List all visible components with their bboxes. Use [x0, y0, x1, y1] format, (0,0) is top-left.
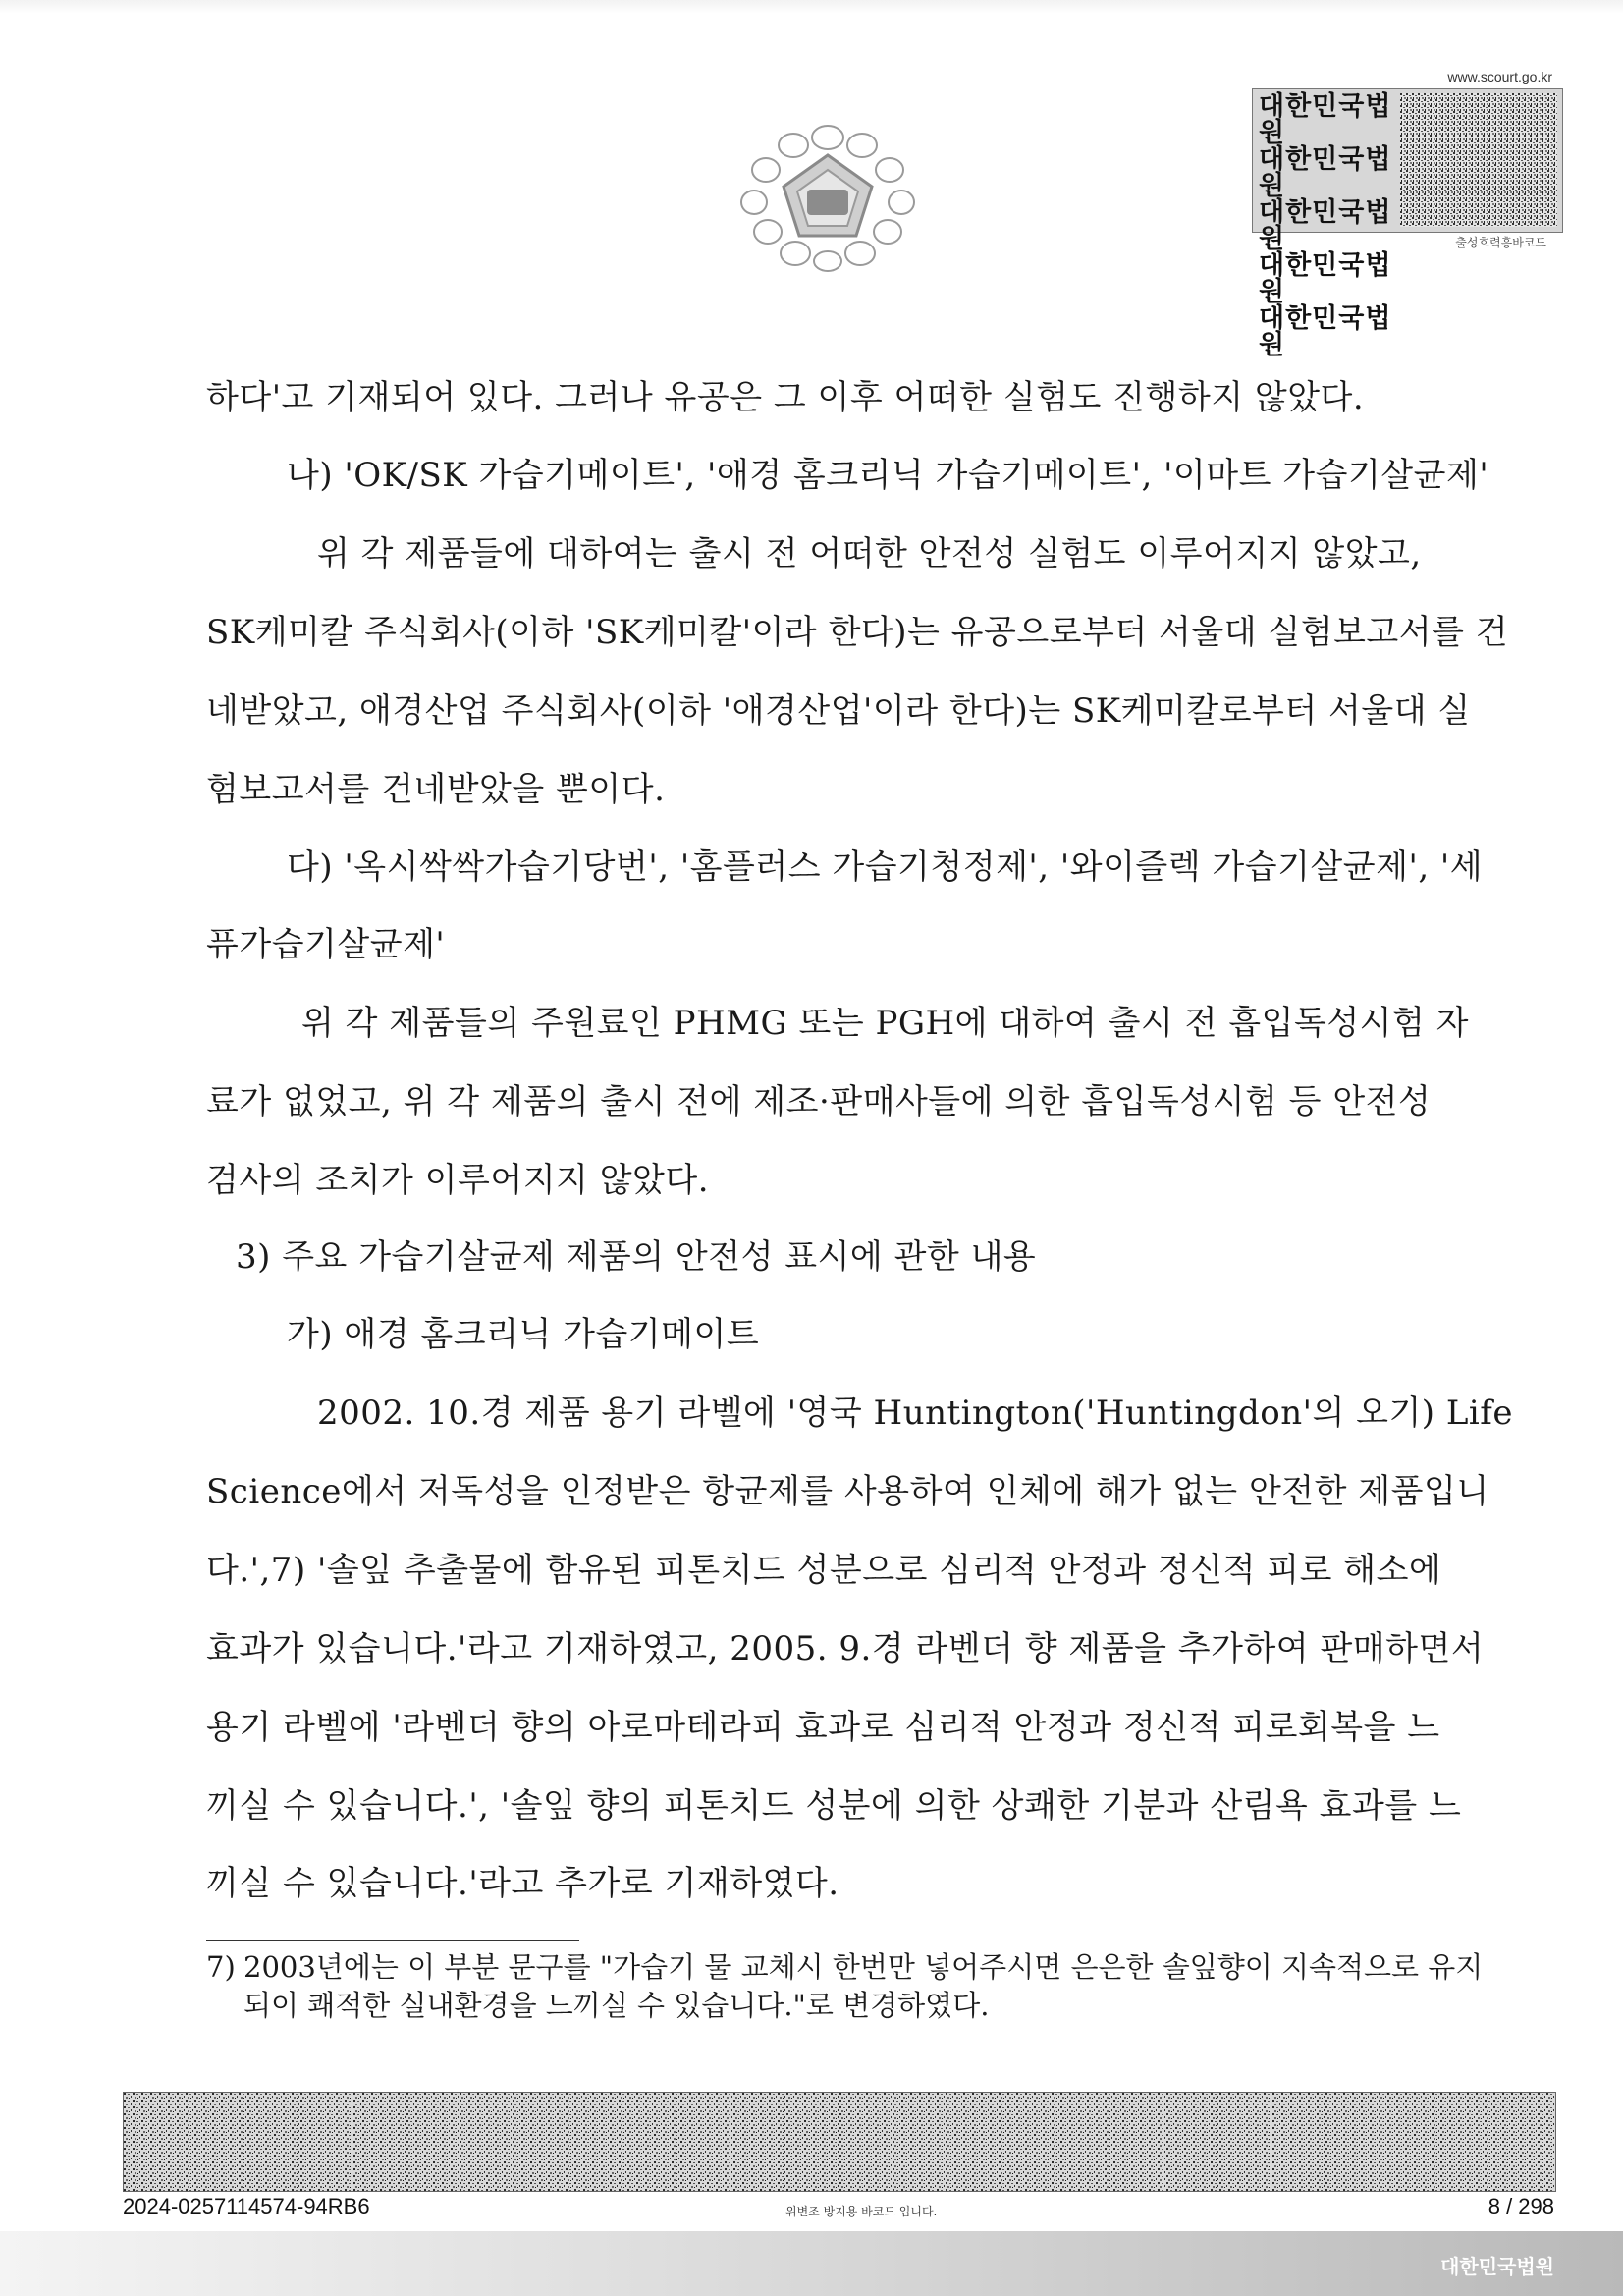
body-line: 끼실 수 있습니다.'라고 추가로 기재하였다. — [206, 1864, 839, 1903]
top-scan-strip — [0, 0, 1623, 14]
court-url: www.scourt.go.kr — [1447, 69, 1552, 84]
stamp-2d-barcode — [1400, 93, 1557, 227]
section-heading-3: 3) 주요 가습기살균제 제품의 안전성 표시에 관한 내용 — [236, 1237, 1037, 1277]
body-line: SK케미칼 주식회사(이하 'SK케미칼'이라 한다)는 유공으로부터 서울대 실험보고서를 건 — [206, 613, 1509, 652]
forgery-note: 위변조 방지용 바코드 입니다. — [785, 2205, 938, 2218]
footnote-number: 7) — [206, 1950, 236, 1984]
body-line: 퓨가습기살균제' — [206, 925, 446, 964]
court-watermark-mark: 대한민국법원 — [1440, 2255, 1554, 2278]
stamp-court-name-repeated: 대한민국법원 대한민국법원 대한민국법원 대한민국법원 대한민국법원 — [1259, 91, 1392, 360]
footer-band — [0, 2231, 1623, 2296]
section-heading-da: 다) '옥시싹싹가습기당번', '홈플러스 가습기청정제', '와이즐렉 가습기살균제', '세 — [287, 847, 1484, 887]
page-number: 8 / 298 — [1488, 2194, 1554, 2218]
body-line: 위 각 제품들의 주원료인 PHMG 또는 PGH에 대하여 출시 전 흡입독성시험 자 — [301, 1004, 1470, 1043]
body-line: Science에서 저독성을 인정받은 항균제를 사용하여 인체에 해가 없는 안전한 제품입니 — [206, 1472, 1489, 1511]
court-emblem-logo — [734, 116, 921, 273]
body-line: 검사의 조치가 이루어지지 않았다. — [206, 1161, 710, 1200]
body-line: 료가 없었고, 위 각 제품의 출시 전에 제조·판매사들에 의한 흡입독성시험 등 안전성 — [206, 1082, 1432, 1121]
section-heading-na: 나) 'OK/SK 가습기메이트', '애경 홈크리닉 가습기메이트', '이마트 가습기살균제' — [287, 456, 1489, 495]
footnote-text-line: 되이 쾌적한 실내환경을 느끼실 수 있습니다."로 변경하였다. — [243, 1989, 990, 2022]
body-line: 2002. 10.경 제품 용기 라벨에 '영국 Huntington('Huntingdon'의 오기) Life — [317, 1394, 1514, 1433]
body-line: 다.',7) '솔잎 추출물에 함유된 피톤치드 성분으로 심리적 안정과 정신적 피로 해소에 — [206, 1551, 1442, 1590]
section-heading-ga: 가) 애경 홈크리닉 가습기메이트 — [287, 1315, 760, 1354]
body-line: 험보고서를 건네받았을 뿐이다. — [206, 770, 666, 809]
body-line: 하다'고 기재되어 있다. 그러나 유공은 그 이후 어떠한 실험도 진행하지 않았다. — [206, 378, 1365, 417]
footnote-text-line: 2003년에는 이 부분 문구를 "가습기 물 교체시 한번만 넣어주시면 은은한 솔잎향이 지속적으로 유지 — [243, 1950, 1484, 1984]
stamp-caption: 출성흐력흥바코드 — [1455, 236, 1546, 249]
anti-forgery-barcode — [123, 2092, 1556, 2192]
body-line: 위 각 제품들에 대하여는 출시 전 어떠한 안전성 실험도 이루어지지 않았고, — [317, 534, 1422, 574]
body-line: 효과가 있습니다.'라고 기재하였고, 2005. 9.경 라벤더 향 제품을 추가하여 판매하면서 — [206, 1629, 1485, 1668]
body-line: 끼실 수 있습니다.', '솔잎 향의 피톤치드 성분에 의한 상쾌한 기분과 산림욕 효과를 느 — [206, 1786, 1462, 1826]
body-line: 용기 라벨에 '라벤더 향의 아로마테라피 효과로 심리적 안정과 정신적 피로회복을 느 — [206, 1708, 1440, 1747]
document-id: 2024-0257114574-94RB6 — [123, 2194, 370, 2218]
footnote-separator — [206, 1940, 579, 1941]
body-line: 네받았고, 애경산업 주식회사(이하 '애경산업'이라 한다)는 SK케미칼로부터 서울대 실 — [206, 691, 1471, 731]
